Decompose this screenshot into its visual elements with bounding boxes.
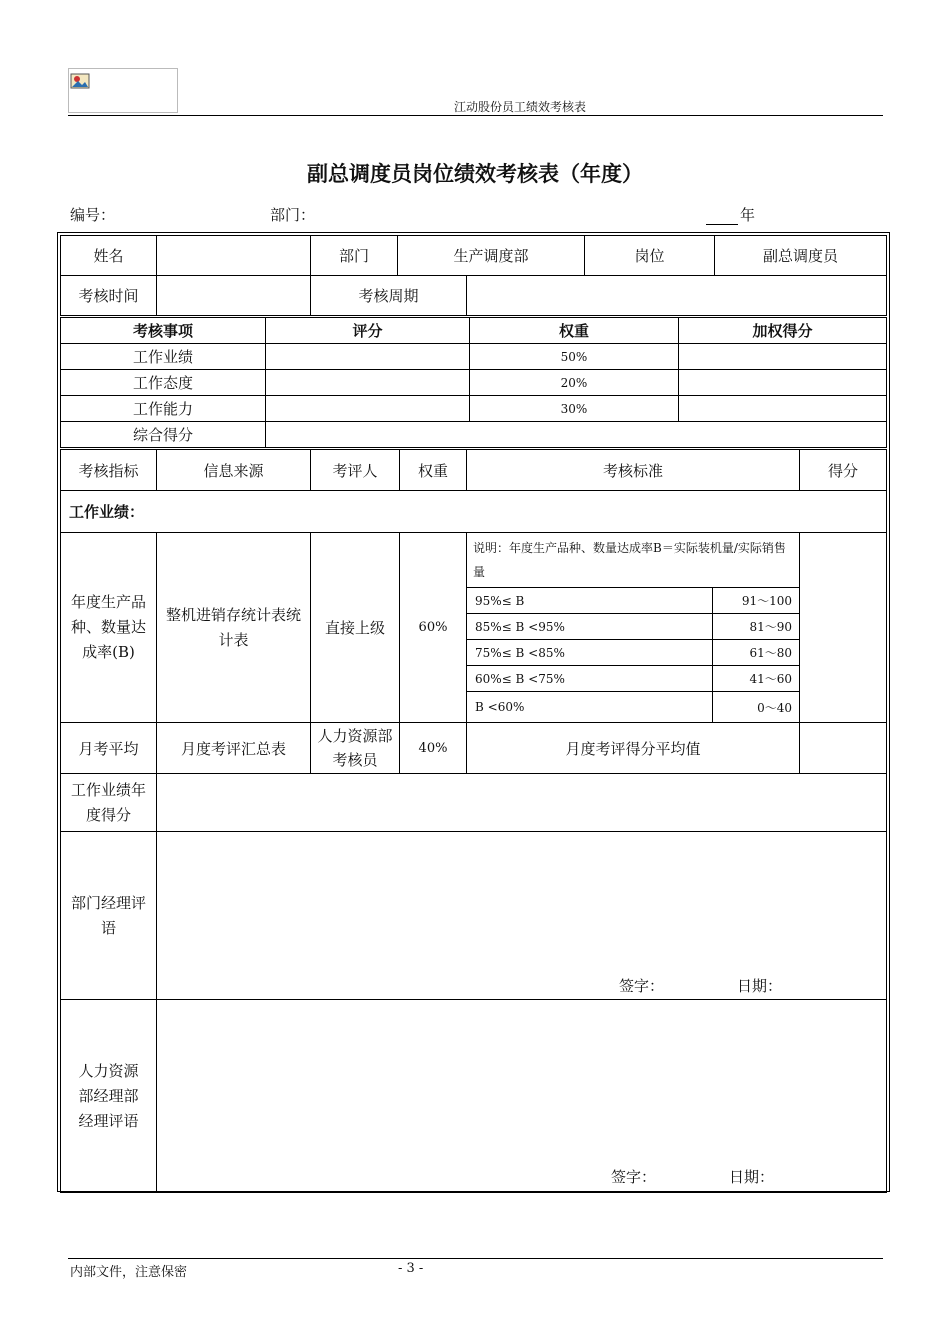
summary-weighted-cell[interactable] [679,396,887,422]
name-value-cell[interactable] [157,236,311,276]
indicator2-source: 月度考评汇总表 [157,723,311,774]
summary-header-weighted: 加权得分 [679,318,887,344]
summary-weighted-cell[interactable] [679,344,887,370]
name-label: 姓名 [61,236,157,276]
summary-row [61,344,887,370]
grade-level [467,614,800,640]
grade-condition: 75%≤ B <85% [467,640,712,666]
indicator-row [61,533,887,723]
grade-level [467,666,800,692]
hr-comment-area[interactable] [157,1000,887,1193]
annual-score-cell[interactable] [157,774,887,832]
time-label: 考核时间 [61,276,157,316]
detail-header-source: 信息来源 [157,450,311,491]
dept-label: 部门 [311,236,398,276]
grade-condition: 95%≤ B [467,588,712,614]
summary-total-label: 综合得分 [61,422,266,448]
grade-range: 0～40 [712,692,800,723]
header-company-title: 江动股份员工绩效考核表 [453,100,586,114]
annual-score-label: 工作业绩年度得分 [61,774,157,832]
manager-date-label: 日期： [737,977,783,995]
hr-sign-label: 签字： [611,1168,657,1186]
grade-condition: 85%≤ B <95% [467,614,712,640]
indicator1-evaluator: 直接上级 [311,533,400,723]
year-field [706,204,755,225]
indicator2-score-cell[interactable] [800,723,887,774]
indicator1-name: 年度生产品种、数量达成率(B) [61,533,157,723]
company-logo-icon [70,72,90,90]
post-label: 岗位 [585,236,715,276]
detail-header-weight: 权重 [400,450,467,491]
footer-confidential: 内部文件，注意保密 [70,1265,188,1280]
detail-header-standard: 考核标准 [467,450,800,491]
header-divider [68,115,883,116]
page-number: - 3 - [398,1261,424,1276]
manager-sign-label: 签字： [619,977,665,995]
detail-header-evaluator: 考评人 [311,450,400,491]
hr-comment-label: 人力资源部经理部经理评语 [61,1000,157,1193]
indicator2-name: 月考平均 [61,723,157,774]
summary-row [61,370,887,396]
summary-weighted-cell[interactable] [679,370,887,396]
summary-row [61,396,887,422]
indicator2-weight: 40% [400,723,467,774]
indicator2-evaluator: 人力资源部考核员 [311,723,400,774]
summary-weight: 50% [470,344,679,370]
info-table [60,235,887,316]
summary-total-cell[interactable] [266,422,887,448]
summary-item: 工作业绩 [61,344,266,370]
grade-range: 81～90 [712,614,800,640]
summary-score-cell[interactable] [266,396,470,422]
summary-header-weight: 权重 [470,318,679,344]
indicator1-score-cell[interactable] [800,533,887,723]
grade-range: 61～80 [712,640,800,666]
period-label: 考核周期 [311,276,467,316]
indicator1-weight: 60% [400,533,467,723]
manager-comment-area[interactable] [157,832,887,1000]
time-value-cell[interactable] [157,276,311,316]
summary-weight: 20% [470,370,679,396]
summary-item: 工作能力 [61,396,266,422]
summary-header-score: 评分 [266,318,470,344]
summary-table [60,317,887,448]
grade-condition: 60%≤ B <75% [467,666,712,692]
grade-level [467,588,800,614]
grade-range: 91～100 [712,588,800,614]
year-blank [706,211,738,225]
grade-condition: B <60% [475,700,525,714]
footer-divider [68,1258,883,1259]
summary-header-item: 考核事项 [61,318,266,344]
detail-table [60,449,887,1193]
grade-level [467,692,800,723]
indicator1-source: 整机进销存统计表统计表 [157,533,311,723]
page-title: 副总调度员岗位绩效考核表（年度） [307,161,643,186]
indicator1-standard [467,533,800,723]
standard-note: 说明：年度生产品种、数量达成率B＝实际装机量/实际销售量 [467,533,800,588]
number-label: 编号： [70,206,116,224]
post-value: 副总调度员 [715,236,887,276]
section-work-performance: 工作业绩： [61,491,887,533]
summary-item: 工作态度 [61,370,266,396]
manager-comment-label: 部门经理评语 [61,832,157,1000]
dept-value: 生产调度部 [398,236,585,276]
grade-range: 41～60 [712,666,800,692]
detail-header-indicator: 考核指标 [61,450,157,491]
grading-scale [467,533,800,722]
department-label: 部门： [270,206,316,224]
summary-score-cell[interactable] [266,344,470,370]
indicator-row [61,723,887,774]
grade-level [467,640,800,666]
hr-date-label: 日期： [729,1168,775,1186]
detail-header-score: 得分 [800,450,887,491]
summary-weight: 30% [470,396,679,422]
summary-score-cell[interactable] [266,370,470,396]
year-label: 年 [740,206,756,224]
period-value-cell[interactable] [467,276,887,316]
indicator2-standard: 月度考评得分平均值 [467,723,800,774]
